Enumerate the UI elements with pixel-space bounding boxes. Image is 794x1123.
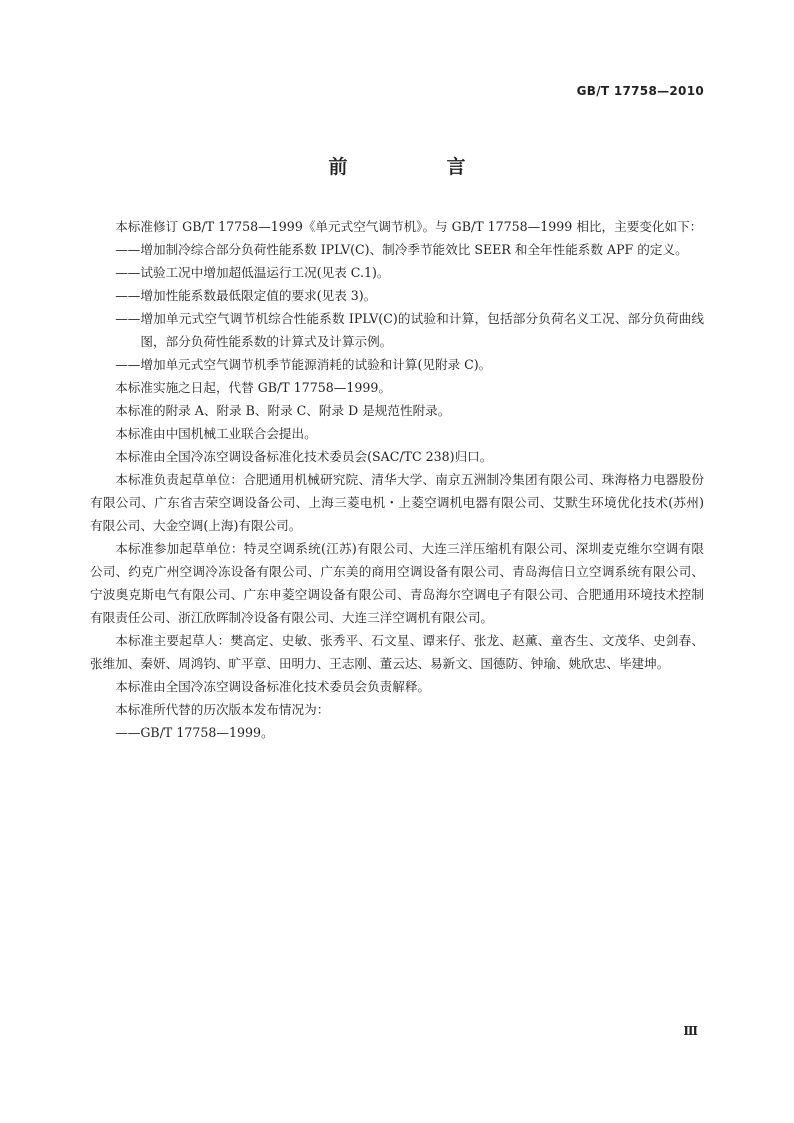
page-title: 前 言 xyxy=(328,156,506,178)
history-paragraph: 本标准所代替的历次版本发布情况为： xyxy=(115,702,330,717)
page-number: Ⅲ xyxy=(683,1024,698,1038)
change-item: ——增加单元式空气调节机综合性能系数 IPLV(C)的试验和计算，包括部分负荷名义工况、部分负荷曲线图，部分负荷性能系数的计算式及计算示例。 xyxy=(115,311,704,349)
administration-paragraph: 本标准由全国冷冻空调设备标准化技术委员会(SAC/TC 238)归口。 xyxy=(115,449,493,464)
interpretation-paragraph: 本标准由全国冷冻空调设备标准化技术委员会负责解释。 xyxy=(115,679,431,694)
history-item: ——GB/T 17758—1999。 xyxy=(115,725,274,740)
replacement-paragraph: 本标准实施之日起，代替 GB/T 17758—1999。 xyxy=(115,380,391,395)
standard-code: GB/T 17758—2010 xyxy=(576,84,704,98)
change-item: ——增加单元式空气调节机季节能源消耗的试验和计算(见附录 C)。 xyxy=(115,357,492,372)
appendix-paragraph: 本标准的附录 A、附录 B、附录 C、附录 D 是规范性附录。 xyxy=(115,403,451,418)
participating-units-paragraph: 本标准参加起草单位：特灵空调系统(江苏)有限公司、大连三洋压缩机有限公司、深圳麦克维尔空调有限公司、约克广州空调冷冻设备有限公司、广东美的商用空调设备有限公司、青岛海信日立空调系统有限公司、宁波奥克斯电气有限公司、广东申菱空调设备有限公司、青岛海尔空调电子有限公司、合肥通用环境技术控制有限责任公司、浙江欣晖制冷设备有限公司、大连三洋空调机有限公司。 xyxy=(90,541,704,625)
drafting-units-paragraph: 本标准负责起草单位：合肥通用机械研究院、清华大学、南京五洲制冷集团有限公司、珠海格力电器股份有限公司、广东省吉荣空调设备公司、上海三菱电机・上菱空调机电器有限公司、艾默生环境优化技术(苏州)有限公司、大金空调(上海)有限公司。 xyxy=(90,472,704,533)
change-item: ——试验工况中增加超低温运行工况(见表 C.1)。 xyxy=(115,265,390,280)
change-item: ——增加性能系数最低限定值的要求(见表 3)。 xyxy=(115,288,377,303)
proposer-paragraph: 本标准由中国机械工业联合会提出。 xyxy=(115,426,317,441)
document-body xyxy=(90,215,704,744)
change-item: ——增加制冷综合部分负荷性能系数 IPLV(C)、制冷季节能效比 SEER 和全年性能系数 APF 的定义。 xyxy=(115,242,688,257)
intro-paragraph: 本标准修订 GB/T 17758—1999《单元式空气调节机》。与 GB/T 17758—1999 相比，主要变化如下： xyxy=(115,219,703,234)
drafters-paragraph: 本标准主要起草人：樊高定、史敏、张秀平、石文星、谭来仔、张龙、赵薰、童杏生、文茂华、史剑春、张维加、秦妍、周鸿钧、旷平章、田明力、王志刚、董云达、易新文、国德防、钟瑜、姚欣忠、毕建坤。 xyxy=(90,633,704,671)
